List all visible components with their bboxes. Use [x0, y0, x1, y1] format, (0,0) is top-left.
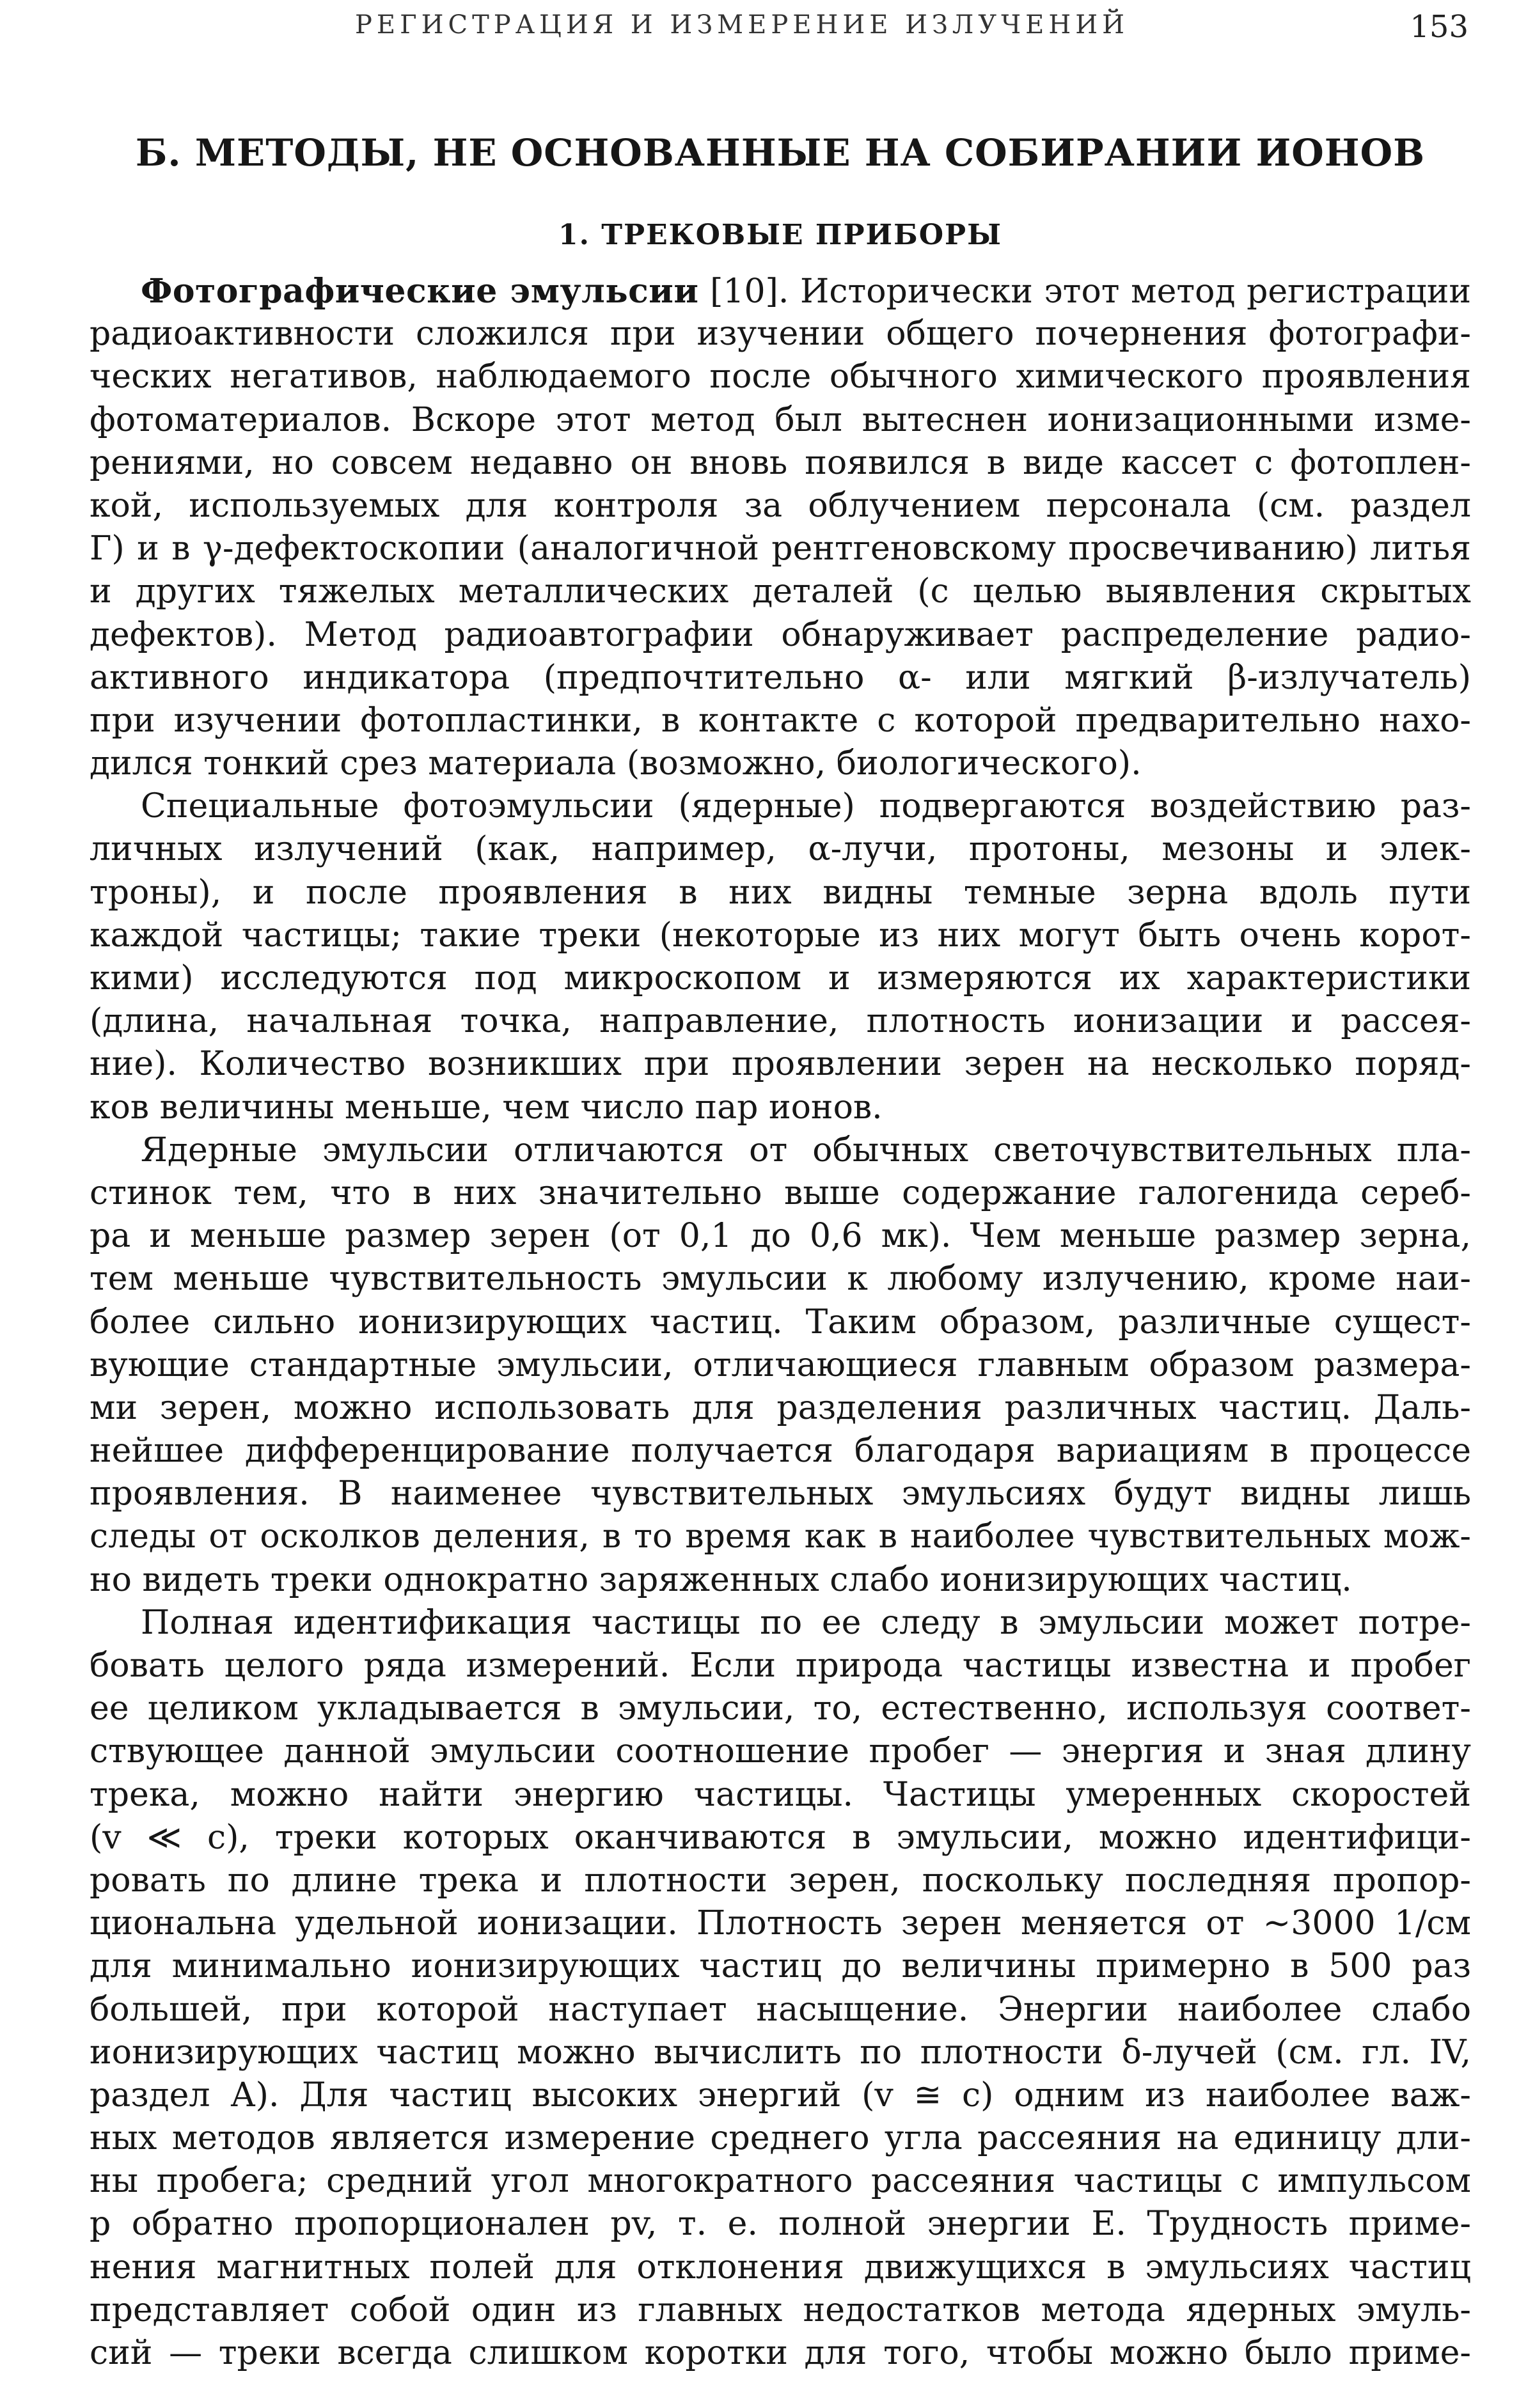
text-line: ее целиком укладывается в эмульсии, то, естественно, используя соответ- [90, 1689, 1471, 1728]
text-line-content: [10]. Исторически этот метод регистрации [710, 272, 1472, 311]
text-line: ра и меньше размер зерен (от 0,1 до 0,6 мк). Чем меньше размер зерна, [90, 1217, 1471, 1256]
text-line: дился тонкий срез материала (возможно, биологического). [90, 744, 1142, 783]
text-line: активного индикатора (предпочтительно α- или мягкий β-излучатель) [90, 658, 1471, 697]
text-line: трека, можно найти энергию частицы. Частицы умеренных скоростей [90, 1775, 1471, 1814]
text-line: Ядерные эмульсии отличаются от обычных светочувствительных пла- [141, 1130, 1471, 1169]
text-line: проявления. В наименее чувствительных эмульсиях будут видны лишь [90, 1474, 1471, 1513]
subsection-title: 1. ТРЕКОВЫЕ ПРИБОРЫ [558, 219, 1002, 251]
text-line: троны), и после проявления в них видны темные зерна вдоль пути [90, 873, 1471, 912]
text-line: для минимально ионизирующих частиц до величины примерно в 500 раз [90, 1947, 1471, 1986]
paragraph-grain-size [90, 1129, 1471, 1602]
text-line: ние). Количество возникших при проявлении зерен на несколько поряд- [90, 1045, 1471, 1084]
text-line: и других тяжелых металлических деталей (с целью выявления скрытых [90, 572, 1471, 611]
text-line: ческих негативов, наблюдаемого после обычного химического проявления [90, 357, 1471, 396]
text-line: циональна удельной ионизации. Плотность зерен меняется от ~3000 1/см [90, 1904, 1471, 1943]
text-line: ных методов является измерение среднего угла рассеяния на единицу дли- [90, 2119, 1471, 2158]
paragraph-identification [90, 1602, 1471, 2375]
paragraph-photographic-emulsions [90, 270, 1471, 785]
text-line: представляет собой один из главных недостатков метода ядерных эмуль- [90, 2290, 1471, 2329]
text-line: Г) и в γ-дефектоскопии (аналогичной рентгеновскому просвечиванию) литья [90, 529, 1471, 568]
text-line: ны пробега; средний угол многократного рассеяния частицы с импульсом [90, 2162, 1471, 2201]
text-line: сий — треки всегда слишком коротки для того, чтобы можно было приме- [90, 2334, 1471, 2372]
text-line: тем меньше чувствительность эмульсии к любому излучению, кроме наи- [90, 1260, 1471, 1299]
text-line: личных излучений (как, например, α-лучи, протоны, мезоны и элек- [90, 830, 1471, 869]
lead-term: Фотографические эмульсии [141, 272, 699, 311]
text-line: (длина, начальная точка, направление, плотность ионизации и рассея- [90, 1002, 1471, 1041]
text-line: бовать целого ряда измерений. Если природа частицы известна и пробег [90, 1646, 1471, 1685]
running-head [90, 10, 1471, 49]
text-line: ствующее данной эмульсии соотношение пробег — энергия и зная длину [90, 1732, 1471, 1771]
text-line: дефектов). Метод радиоавтографии обнаруживает распределение радио- [90, 615, 1471, 654]
text-line: ми зерен, можно использовать для разделения различных частиц. Даль- [90, 1388, 1471, 1427]
text-line: стинок тем, что в них значительно выше содержание галогенида сереб- [90, 1173, 1471, 1212]
text-line: вующие стандартные эмульсии, отличающиеся главным образом размера- [90, 1345, 1471, 1384]
text-line: Специальные фотоэмульсии (ядерные) подвергаются воздействию раз- [141, 787, 1471, 826]
book-page [90, 0, 1471, 2408]
text-line: каждой частицы; такие треки (некоторые из них могут быть очень корот- [90, 916, 1471, 955]
text-line: кой, используемых для контроля за облучением персонала (см. раздел [90, 486, 1471, 525]
body-text [90, 270, 1471, 2375]
text-line: ионизирующих частиц можно вычислить по плотности δ-лучей (см. гл. IV, [90, 2033, 1471, 2072]
text-line: следы от осколков деления, в то время как в наиболее чувствительных мож- [90, 1517, 1471, 1556]
text-line: нения магнитных полей для отклонения движущихся в эмульсиях частиц [90, 2248, 1471, 2287]
text-line: более сильно ионизирующих частиц. Таким образом, различные сущест- [90, 1302, 1471, 1341]
text-line: при изучении фотопластинки, в контакте с которой предварительно нахо- [90, 701, 1471, 740]
paragraph-nuclear-emulsions [90, 785, 1471, 1129]
text-line [90, 270, 1471, 313]
text-line: ровать по длине трека и плотности зерен, поскольку последняя пропор- [90, 1861, 1471, 1900]
text-line: раздел А). Для частиц высоких энергий (v ≅ c) одним из наиболее важ- [90, 2076, 1471, 2115]
page-number: 153 [1410, 9, 1468, 45]
text-line: но видеть треки однократно заряженных слабо ионизирующих частиц. [90, 1560, 1352, 1599]
section-title: Б. МЕТОДЫ, НЕ ОСНОВАННЫЕ НА СОБИРАНИИ ИОНОВ [135, 131, 1426, 175]
text-line: Полная идентификация частицы по ее следу в эмульсии может потре- [141, 1603, 1471, 1642]
running-title: РЕГИСТРАЦИЯ И ИЗМЕРЕНИЕ ИЗЛУЧЕНИЙ [355, 10, 1129, 40]
text-line: фотоматериалов. Вскоре этот метод был вытеснен ионизационными изме- [90, 400, 1471, 439]
text-line: кими) исследуются под микроскопом и измеряются их характеристики [90, 959, 1471, 997]
text-line: ков величины меньше, чем число пар ионов. [90, 1088, 883, 1127]
text-line: радиоактивности сложился при изучении общего почернения фотографи- [90, 315, 1471, 354]
text-line: большей, при которой наступает насыщение. Энергии наиболее слабо [90, 1990, 1471, 2029]
text-line: рениями, но совсем недавно он вновь появился в виде кассет с фотоплен- [90, 443, 1471, 482]
text-line: (v ≪ c), треки которых оканчиваются в эмульсии, можно идентифици- [90, 1818, 1471, 1857]
text-line: p обратно пропорционален pv, т. е. полной энергии E. Трудность приме- [90, 2205, 1471, 2244]
text-line: нейшее дифференцирование получается благодаря вариациям в процессе [90, 1432, 1471, 1471]
